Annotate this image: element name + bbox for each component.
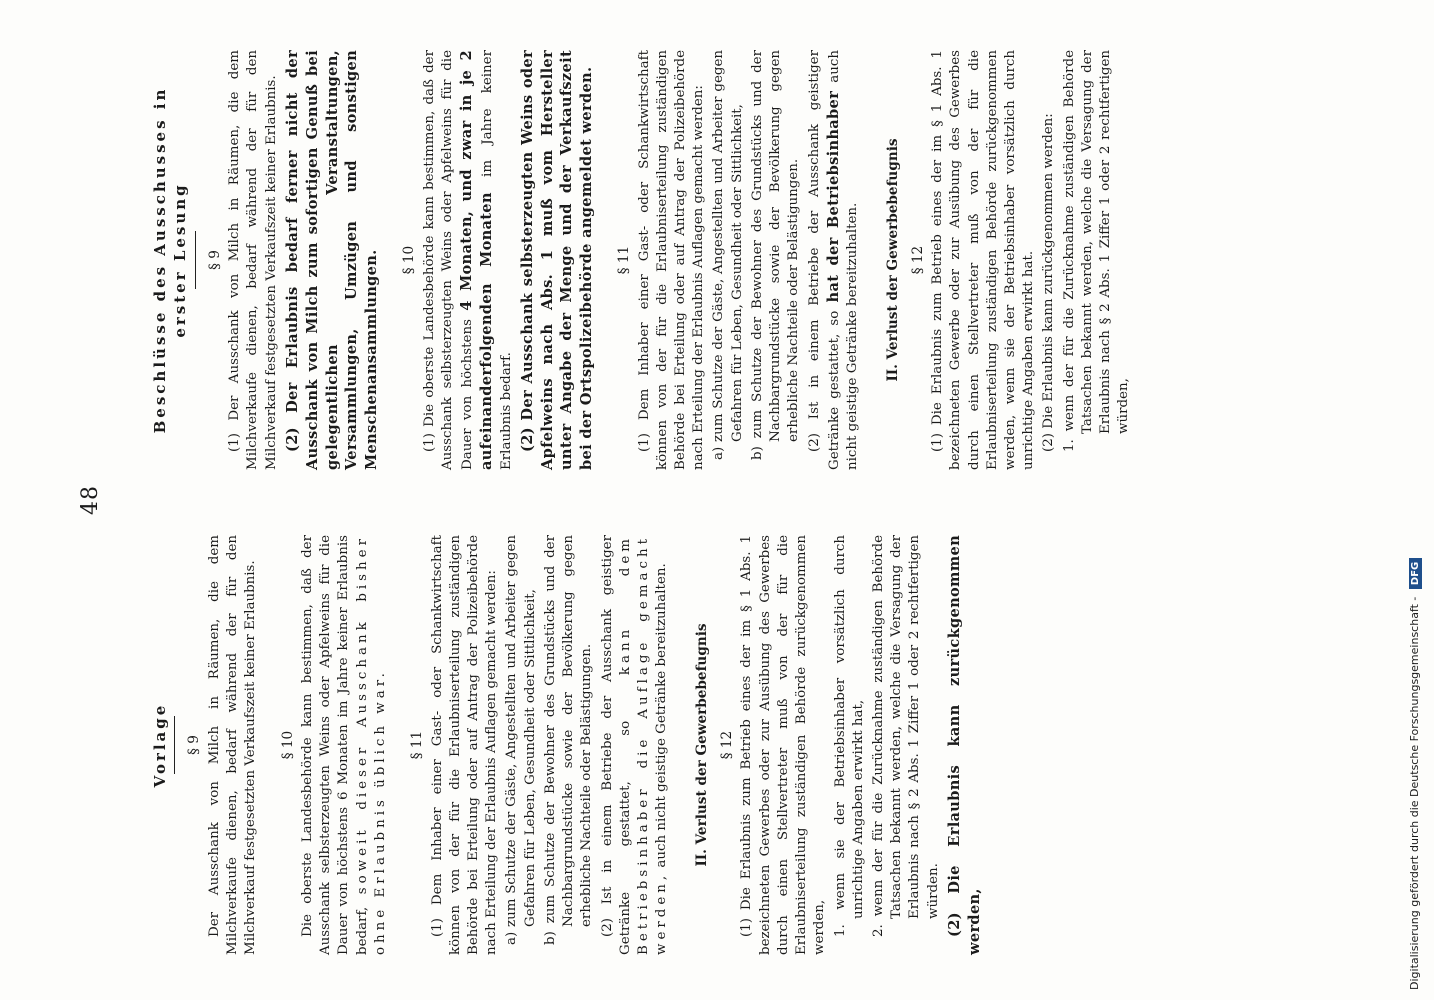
section-12-item-1: 1. wenn sie der Betriebsinhaber vorsätzlich durch unrichtige Angaben erwirkt hat, xyxy=(832,535,866,937)
section-11-para-2-b: hat der Betriebsinhaber xyxy=(824,90,842,303)
section-12-para-1: (1) Die Erlaubnis zum Betrieb eines der im § 1 Abs. 1 bezeichneten Gewerbes oder zur Ausübung des Gewerbes durch einen Stellvertreter muß von der für die Erlaubniserteilung zuständigen Behörde zurückgenommen werden, xyxy=(739,535,828,955)
page-number: 48 xyxy=(78,485,103,515)
section-11-item-a: a) zum Schutze der Gäste, Angestellten und Arbeiter gegen Gefahren für Leben, Gesundheit oder Sittlichkeit, xyxy=(711,50,745,460)
section-11-para-1: (1) Dem Inhaber einer Gast- oder Schankwirtschaft können von der für die Erlaubniserteilung zuständigen Behörde bei Erteilung oder auf Antrag der Polizeibehörde nach Erteilung der Erlaubnis Auflagen gemacht werden: xyxy=(429,535,500,955)
section-11-item-a: a) zum Schutze der Gäste, Angestellten und Arbeiter gegen Gefahren für Leben, Gesundheit oder Sittlichkeit, xyxy=(504,535,538,945)
section-9-para-1: (1) Der Ausschank von Milch in Räumen, die dem Milchverkaufe dienen, bedarf während der für den Milchverkauf festgesetzten Verkaufszeit keiner Erlaubnis. xyxy=(227,50,279,470)
section-12-para-2: (2) Die Erlaubnis kann zurückgenommen werden: xyxy=(1041,113,1057,452)
column-heading-vorlage: Vorlage xyxy=(151,702,169,788)
section-10-para-2: (2) Der Ausschank selbsterzeugten Weins oder Apfelweins nach Abs. 1 muß vom Hersteller unter Angabe der Menge und der Verkaufszeit bei der Ortspolizeibehörde angemeldet werden. xyxy=(518,50,596,470)
heading-rule xyxy=(195,231,196,289)
section-title-11: § 11 xyxy=(616,245,633,275)
section-10-text xyxy=(299,535,390,955)
chapter-heading: II. Verlust der Gewerbebefugnis xyxy=(694,623,711,867)
section-11-para-2-a: (2) Ist in einem Betriebe der Ausschank geistiger Getränke gestattet, so xyxy=(806,50,842,470)
section-10-para-1-a: (1) Die oberste Landesbehörde kann bestimmen, daß der Ausschank selbsterzeugten Weins oder Apfelweins für die Dauer von höchstens xyxy=(421,50,476,470)
section-10-para-1-c: im Jahre keiner Erlaubnis bedarf. xyxy=(480,50,514,470)
section-11-para-2-b: kann dem Betriebsinhaber die Auflage gemacht werden, xyxy=(617,535,670,955)
section-11-para-2 xyxy=(806,50,863,470)
section-11-para-2-c: auch nicht geistige Getränke bereitzuhalten. xyxy=(654,563,670,868)
section-10-text-a: Die oberste Landesbehörde kann bestimmen, daß der Ausschank selbsterzeugten Weins oder Apfelweins für die Dauer von höchstens 6 Monaten im Jahre keiner Erlaubnis bedarf, xyxy=(300,535,370,955)
section-title-9: § 9 xyxy=(186,735,203,755)
footer-text: Digitalisierung gefördert durch die Deutsche Forschungsgemeinschaft - xyxy=(1408,596,1421,990)
section-11-para-2 xyxy=(599,535,672,955)
section-11-item-b: b) zum Schutze der Bewohner des Grundstücks und der Nachbargrundstücke sowie der Bevölkerung gegen erhebliche Nachteile oder Belästigungen. xyxy=(749,50,802,460)
digitization-footer xyxy=(1408,0,1422,1000)
section-10-para-1-b: 4 Monaten, und zwar in je 2 aufeinanderfolgenden Monaten xyxy=(458,50,496,470)
chapter-heading: II. Verlust der Gewerbebefugnis xyxy=(885,138,902,382)
heading-rule xyxy=(174,716,175,774)
section-title-10: § 10 xyxy=(279,730,296,760)
section-9-para-2: (2) Der Erlaubnis bedarf ferner nicht der Ausschank von Milch zum sofortigen Genuß bei gelegentlichen Veranstaltungen, Versammlungen, Umzügen und sonstigen Menschenansammlungen. xyxy=(283,50,381,470)
column-vorlage xyxy=(150,535,987,955)
dfg-logo: DFG xyxy=(1409,558,1422,589)
section-10-para-1 xyxy=(421,50,516,470)
section-12-para-1: (1) Die Erlaubnis zum Betrieb eines der im § 1 Abs. 1 bezeichneten Gewerbe oder zur Ausübung des Gewerbes durch einen Stellvertreter muß von der für die Erlaubniserteilung zuständigen Behörde zurückgenommen werden, wenn sie der Betriebsinhaber vorsätzlich durch unrichtige Angaben erwirkt hat. xyxy=(930,50,1037,470)
section-11-para-1: (1) Dem Inhaber einer Gast- oder Schankwirtschaft können von der für die Erlaubniserteilung zuständigen Behörde bei Erteilung oder auf Antrag der Polizeibehörde nach Erteilung der Erlaubnis Auflagen gemacht werden: xyxy=(636,50,707,470)
section-title-11: § 11 xyxy=(409,730,426,760)
column-heading-beschluesse: Beschlüsse des Ausschusses in erster Lesung xyxy=(151,86,190,434)
section-10-text-b: soweit dieser Ausschank bisher ohne Erlaubnis üblich war. xyxy=(354,535,388,955)
column-beschluesse xyxy=(150,50,1136,470)
section-12-item-2: 2. wenn der für die Zurücknahme zuständigen Behörde Tatsachen bekannt werden, welche die Versagung der Erlaubnis nach § 2 Abs. 1 Ziffer 1 oder 2 rechtfertigen würden. xyxy=(870,535,941,937)
section-11-para-2-c: auch nicht geistige Getränke bereitzuhalten. xyxy=(826,49,860,470)
section-title-9: § 9 xyxy=(206,250,223,270)
section-12-item-1: 1. wenn der für die Zurücknahme zuständigen Behörde Tatsachen bekannt werden, welche die Versagung der Erlaubnis nach § 2 Abs. 1 Ziffer 1 oder 2 rechtfertigen würden, xyxy=(1061,50,1132,452)
section-title-12: § 12 xyxy=(718,730,735,760)
section-9-text: Der Ausschank von Milch in Räumen, die dem Milchverkaufe dienen, bedarf während der für den Milchverkauf festgesetzten Verkaufszeit keiner Erlaubnis. xyxy=(206,535,259,955)
section-title-12: § 12 xyxy=(909,245,926,275)
section-11-item-b: b) zum Schutze der Bewohner des Grundstücks und der Nachbargrundstücke sowie der Bevölkerung gegen erhebliche Nachteile oder Belästigungen. xyxy=(542,535,595,945)
section-title-10: § 10 xyxy=(401,245,418,275)
section-12-para-2: (2) Die Erlaubnis kann zurückgenommen werden, xyxy=(945,535,983,955)
section-11-para-2-a: (2) Ist in einem Betriebe der Ausschank geistiger Getränke gestattet, so xyxy=(599,535,633,955)
